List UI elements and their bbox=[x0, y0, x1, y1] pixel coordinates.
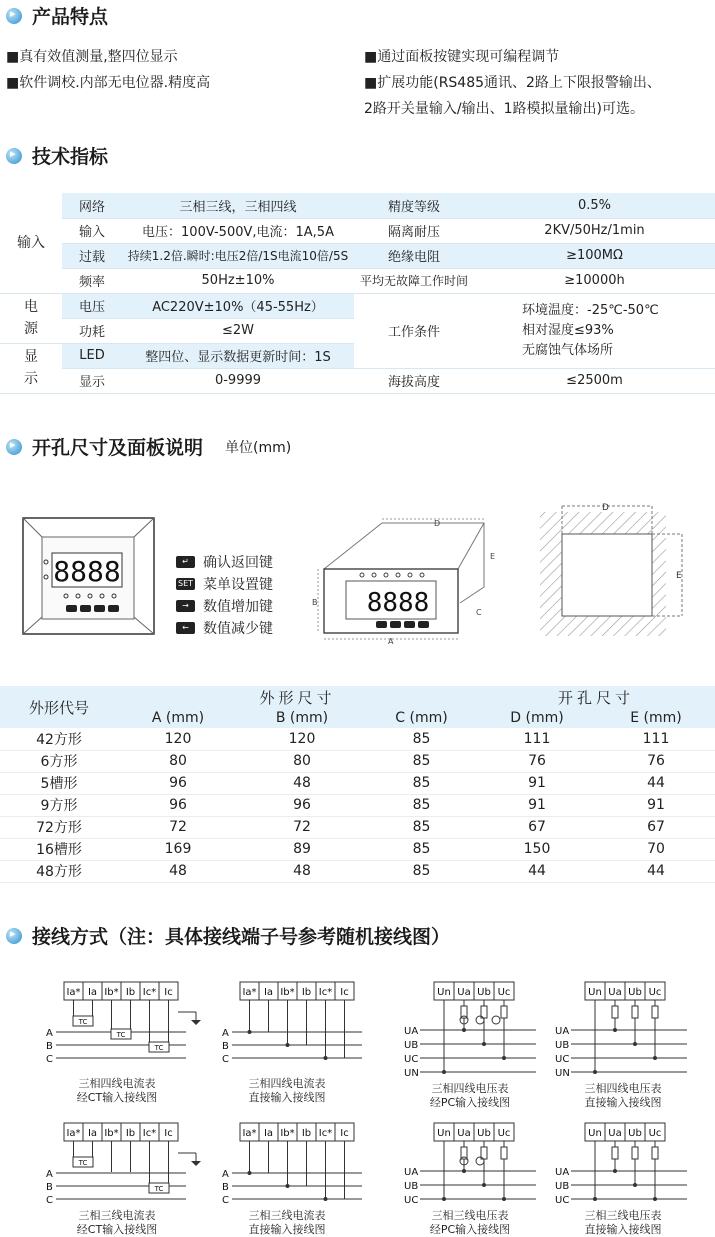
key-confirm bbox=[176, 552, 273, 572]
terminal-label: Ia bbox=[87, 987, 98, 998]
table-cell: 72 bbox=[238, 816, 366, 838]
table-cell: 48 bbox=[238, 772, 366, 794]
table-cell: 91 bbox=[477, 794, 597, 816]
table-cell: 85 bbox=[366, 794, 477, 816]
terminal-label: Uc bbox=[497, 987, 511, 998]
phase-label: UB bbox=[555, 1181, 570, 1192]
terminal-label: Ic bbox=[340, 987, 349, 998]
terminal-label: Ic bbox=[340, 1128, 349, 1139]
wiring-caption: 三相四线电流表 直接输入接线图 bbox=[248, 1077, 326, 1104]
junction-dot bbox=[324, 1056, 328, 1060]
col-header: E (mm) bbox=[597, 708, 715, 728]
table-cell: 9方形 bbox=[0, 794, 118, 816]
junction-dot bbox=[482, 1183, 486, 1187]
table-cell: 96 bbox=[118, 794, 238, 816]
table-cell: 85 bbox=[366, 772, 477, 794]
key-label: 菜单设置键 bbox=[203, 577, 273, 593]
terminal-label: Uc bbox=[648, 1128, 662, 1139]
wiring-caption: 三相三线电流表 经CT输入接线图 bbox=[76, 1209, 158, 1236]
table-cell: 111 bbox=[477, 728, 597, 750]
ct-label: TC bbox=[154, 1185, 164, 1193]
table-cell: 44 bbox=[477, 860, 597, 882]
phase-label: UN bbox=[555, 1068, 570, 1079]
spec-cell: 电压 bbox=[62, 293, 122, 318]
terminal-label: Ic* bbox=[142, 987, 157, 998]
table-cell: 16槽形 bbox=[0, 838, 118, 860]
header-cut: 开孔尺寸 bbox=[477, 686, 715, 708]
meter-3d-drawing bbox=[312, 515, 502, 645]
table-cell: 70 bbox=[597, 838, 715, 860]
spec-cell: 电压：100V-500V,电流：1A,5A bbox=[122, 218, 354, 243]
work-line: 无腐蚀气体场所 bbox=[522, 342, 614, 358]
table-cell: 72 bbox=[118, 816, 238, 838]
front-panel-drawing bbox=[22, 517, 157, 637]
table-cell: 111 bbox=[597, 728, 715, 750]
spec-cell: 功耗 bbox=[62, 318, 122, 343]
cutout-heading bbox=[6, 433, 291, 460]
terminal-label: Ia* bbox=[66, 1128, 81, 1139]
terminal-label: Un bbox=[437, 987, 451, 998]
junction-dot bbox=[502, 1056, 506, 1060]
phase-label: B bbox=[222, 1182, 229, 1193]
spec-cell: 2KV/50Hz/1min bbox=[474, 218, 715, 243]
table-cell: 85 bbox=[366, 728, 477, 750]
key-decrease bbox=[176, 618, 273, 638]
terminal-label: Ua bbox=[457, 987, 471, 998]
dimension-rows bbox=[0, 728, 715, 882]
table-cell: 85 bbox=[366, 750, 477, 772]
header-code: 外形代号 bbox=[0, 686, 118, 728]
terminal-label: Ib bbox=[301, 1128, 312, 1139]
table-row bbox=[0, 750, 715, 772]
feature-item: ■真有效值测量,整四位显示 bbox=[6, 49, 178, 65]
col-header: D (mm) bbox=[477, 708, 597, 728]
wiring-caption: 三相四线电压表 经PC输入接线图 bbox=[429, 1082, 511, 1109]
fuse-box bbox=[501, 1147, 507, 1159]
table-cell: 67 bbox=[597, 816, 715, 838]
fuse-box bbox=[612, 1006, 618, 1018]
wiring-caption: 三相三线电流表 直接输入接线图 bbox=[248, 1209, 326, 1236]
spec-cell: 平均无故障工作时间 bbox=[354, 268, 474, 293]
svg-text:D: D bbox=[434, 519, 441, 528]
junction-dot bbox=[653, 1056, 657, 1060]
svg-text:E: E bbox=[490, 552, 496, 561]
spec-cell: ≤2500m bbox=[474, 368, 715, 393]
key-label: 确认返回键 bbox=[203, 555, 273, 571]
junction-dot bbox=[286, 1184, 290, 1188]
junction-dot bbox=[462, 1028, 466, 1032]
terminal-label: Ib* bbox=[104, 987, 119, 998]
ct-label: TC bbox=[154, 1044, 164, 1052]
terminal-label: Ia* bbox=[242, 987, 257, 998]
junction-dot bbox=[633, 1042, 637, 1046]
ct-label: TC bbox=[116, 1031, 126, 1039]
phase-label: UC bbox=[404, 1195, 419, 1206]
phase-label: C bbox=[46, 1195, 53, 1206]
spec-cell: 频率 bbox=[62, 268, 122, 293]
svg-text:B: B bbox=[312, 598, 318, 607]
terminal-label: Ic* bbox=[318, 1128, 333, 1139]
pt-coil bbox=[492, 1016, 500, 1024]
table-cell: 169 bbox=[118, 838, 238, 860]
arrow-left-icon: ← bbox=[176, 622, 195, 634]
junction-dot bbox=[613, 1028, 617, 1032]
phase-label: B bbox=[46, 1182, 53, 1193]
terminal-label: Ia bbox=[87, 1128, 98, 1139]
table-cell: 96 bbox=[238, 794, 366, 816]
phase-label: UA bbox=[404, 1026, 419, 1037]
spec-cell: 显示 bbox=[62, 368, 122, 393]
junction-dot bbox=[248, 1171, 252, 1175]
cutout-title: 开孔尺寸及面板说明 bbox=[32, 437, 204, 459]
spec-cell: 海拔高度 bbox=[354, 368, 474, 393]
phase-label: UC bbox=[404, 1054, 419, 1065]
table-row bbox=[0, 838, 715, 860]
wiring-heading bbox=[6, 922, 450, 949]
table-row bbox=[0, 772, 715, 794]
spec-cell: 输入 bbox=[62, 218, 122, 243]
spec-cell: AC220V±10%（45-55Hz） bbox=[122, 293, 354, 318]
bullet-arrow-icon bbox=[6, 148, 22, 164]
phase-label: UN bbox=[404, 1068, 419, 1079]
table-cell: 85 bbox=[366, 860, 477, 882]
table-row bbox=[0, 816, 715, 838]
table-cell: 48 bbox=[118, 860, 238, 882]
spec-group-power: 电源 bbox=[0, 293, 62, 343]
fuse-box bbox=[501, 1006, 507, 1018]
terminal-label: Ib* bbox=[280, 1128, 295, 1139]
junction-dot bbox=[248, 1030, 252, 1034]
table-cell: 44 bbox=[597, 772, 715, 794]
ct-label: TC bbox=[78, 1018, 88, 1026]
wiring-caption: 三相三线电压表 直接输入接线图 bbox=[584, 1209, 662, 1236]
header-outer: 外形尺寸 bbox=[118, 686, 477, 708]
spec-cell: 整四位、显示数据更新时间：1S bbox=[122, 343, 354, 368]
spec-cell: LED bbox=[62, 343, 122, 368]
phase-label: A bbox=[46, 1028, 53, 1039]
terminal-label: Ua bbox=[457, 1128, 471, 1139]
feature-item: ■软件调校.内部无电位器.精度高 bbox=[6, 75, 211, 91]
arrow-right-icon: → bbox=[176, 600, 195, 612]
fuse-box bbox=[632, 1147, 638, 1159]
table-cell: 76 bbox=[597, 750, 715, 772]
fuse-box bbox=[652, 1147, 658, 1159]
table-cell: 48 bbox=[238, 860, 366, 882]
terminal-label: Ib bbox=[125, 987, 136, 998]
junction-dot bbox=[462, 1169, 466, 1173]
table-cell: 72方形 bbox=[0, 816, 118, 838]
table-cell: 67 bbox=[477, 816, 597, 838]
phase-label: A bbox=[222, 1169, 229, 1180]
terminal-label: Ia bbox=[263, 1128, 274, 1139]
cutout-drawing bbox=[536, 498, 696, 638]
table-cell: 48方形 bbox=[0, 860, 118, 882]
spec-cell: ≥10000h bbox=[474, 268, 715, 293]
spec-cell: 三相三线，三相四线 bbox=[122, 193, 354, 218]
terminal-label: Ua bbox=[608, 1128, 622, 1139]
wiring-caption: 三相四线电流表 经CT输入接线图 bbox=[76, 1077, 158, 1104]
set-icon: SET bbox=[177, 579, 194, 588]
table-row bbox=[0, 728, 715, 750]
col-header: C (mm) bbox=[366, 708, 477, 728]
table-row bbox=[0, 860, 715, 882]
table-cell: 76 bbox=[477, 750, 597, 772]
terminal-label: Ub bbox=[477, 1128, 491, 1139]
feature-item: 2路开关量输入/输出、1路模拟量输出)可选。 bbox=[364, 101, 644, 117]
key-set bbox=[176, 574, 273, 594]
ground-icon bbox=[191, 1020, 201, 1025]
svg-text:C: C bbox=[476, 608, 482, 617]
spec-cell: 网络 bbox=[62, 193, 122, 218]
svg-text:8888: 8888 bbox=[366, 588, 430, 618]
features-title: 产品特点 bbox=[32, 6, 109, 28]
table-cell: 91 bbox=[597, 794, 715, 816]
phase-label: C bbox=[222, 1054, 229, 1065]
work-line: 环境温度：-25℃-50℃ bbox=[522, 302, 659, 318]
spec-cell: 隔离耐压 bbox=[354, 218, 474, 243]
col-header: A (mm) bbox=[118, 708, 238, 728]
table-cell: 120 bbox=[118, 728, 238, 750]
svg-text:E: E bbox=[676, 571, 682, 581]
junction-dot bbox=[633, 1183, 637, 1187]
phase-label: UB bbox=[404, 1040, 419, 1051]
junction-dot bbox=[324, 1197, 328, 1201]
features-right bbox=[364, 46, 661, 120]
junction-dot bbox=[613, 1169, 617, 1173]
junction-dot bbox=[593, 1070, 597, 1074]
phase-label: UA bbox=[555, 1026, 570, 1037]
pt-coil bbox=[476, 1016, 484, 1024]
terminal-label: Ub bbox=[628, 1128, 642, 1139]
junction-dot bbox=[502, 1197, 506, 1201]
spec-group-display: 显示 bbox=[0, 343, 62, 393]
table-cell: 80 bbox=[118, 750, 238, 772]
terminal-label: Ia* bbox=[66, 987, 81, 998]
phase-label: B bbox=[222, 1041, 229, 1052]
terminal-label: Ic* bbox=[318, 987, 333, 998]
key-increase bbox=[176, 596, 273, 616]
return-icon: ↵ bbox=[176, 556, 195, 568]
feature-item: ■扩展功能(RS485通讯、2路上下限报警输出、 bbox=[364, 75, 661, 91]
junction-dot bbox=[442, 1070, 446, 1074]
svg-text:D: D bbox=[602, 503, 609, 513]
phase-label: UC bbox=[555, 1195, 570, 1206]
dimension-table bbox=[0, 686, 715, 883]
terminal-label: Ib* bbox=[280, 987, 295, 998]
phase-label: C bbox=[222, 1195, 229, 1206]
table-cell: 42方形 bbox=[0, 728, 118, 750]
fuse-box bbox=[632, 1006, 638, 1018]
key-label: 数值增加键 bbox=[203, 599, 273, 615]
feature-item: ■通过面板按键实现可编程调节 bbox=[364, 49, 560, 65]
fuse-box bbox=[652, 1006, 658, 1018]
spec-cell: 0.5% bbox=[474, 193, 715, 218]
table-cell: 44 bbox=[597, 860, 715, 882]
features-heading bbox=[6, 2, 108, 29]
table-cell: 6方形 bbox=[0, 750, 118, 772]
terminal-label: Ib* bbox=[104, 1128, 119, 1139]
junction-dot bbox=[442, 1197, 446, 1201]
spec-cell: 精度等级 bbox=[354, 193, 474, 218]
spec-cell: 绝缘电阻 bbox=[354, 243, 474, 268]
spec-cell: ≥100MΩ bbox=[474, 243, 715, 268]
table-cell: 91 bbox=[477, 772, 597, 794]
phase-label: UB bbox=[404, 1181, 419, 1192]
features-left bbox=[6, 46, 210, 94]
phase-label: UC bbox=[555, 1054, 570, 1065]
junction-dot bbox=[286, 1043, 290, 1047]
bullet-arrow-icon bbox=[6, 928, 22, 944]
junction-dot bbox=[653, 1197, 657, 1201]
table-cell: 96 bbox=[118, 772, 238, 794]
ground-icon bbox=[191, 1161, 201, 1166]
table-row bbox=[0, 794, 715, 816]
table-cell: 89 bbox=[238, 838, 366, 860]
terminal-label: Ub bbox=[628, 987, 642, 998]
spec-cell: 50Hz±10% bbox=[122, 268, 354, 293]
specs-title: 技术指标 bbox=[32, 146, 109, 168]
bullet-arrow-icon bbox=[6, 8, 22, 24]
junction-dot bbox=[593, 1197, 597, 1201]
bullet-arrow-icon bbox=[6, 439, 22, 455]
terminal-label: Uc bbox=[497, 1128, 511, 1139]
junction-dot bbox=[482, 1042, 486, 1046]
col-header: B (mm) bbox=[238, 708, 366, 728]
specs-heading bbox=[6, 142, 108, 169]
terminal-label: Un bbox=[588, 987, 602, 998]
work-conditions bbox=[474, 293, 715, 368]
terminal-label: Ic* bbox=[142, 1128, 157, 1139]
spec-cell: 0-9999 bbox=[122, 368, 354, 393]
table-cell: 150 bbox=[477, 838, 597, 860]
phase-label: UA bbox=[404, 1167, 419, 1178]
terminal-label: Un bbox=[588, 1128, 602, 1139]
terminal-label: Ub bbox=[477, 987, 491, 998]
fuse-box bbox=[612, 1147, 618, 1159]
panel-display: 8888 bbox=[53, 555, 121, 588]
table-cell: 80 bbox=[238, 750, 366, 772]
phase-label: UA bbox=[555, 1167, 570, 1178]
table-cell: 85 bbox=[366, 838, 477, 860]
spec-group-input: 输入 bbox=[0, 193, 62, 293]
wiring-caption: 三相四线电压表 直接输入接线图 bbox=[584, 1082, 662, 1109]
pt-coil bbox=[476, 1157, 484, 1165]
spec-table bbox=[0, 193, 715, 394]
spec-cell: 工作条件 bbox=[354, 293, 474, 368]
spec-cell: ≤2W bbox=[122, 318, 354, 343]
phase-label: A bbox=[222, 1028, 229, 1039]
cutout-unit: 单位(mm) bbox=[225, 439, 292, 456]
terminal-label: Ic bbox=[164, 1128, 173, 1139]
terminal-label: Ua bbox=[608, 987, 622, 998]
terminal-label: Uc bbox=[648, 987, 662, 998]
phase-label: UB bbox=[555, 1040, 570, 1051]
svg-text:A: A bbox=[388, 637, 394, 645]
table-cell: 5槽形 bbox=[0, 772, 118, 794]
spec-cell: 过载 bbox=[62, 243, 122, 268]
wiring-title: 接线方式（注：具体接线端子号参考随机接线图） bbox=[32, 926, 451, 948]
terminal-label: Ia* bbox=[242, 1128, 257, 1139]
table-cell: 120 bbox=[238, 728, 366, 750]
spec-cell: 持续1.2倍.瞬时:电压2倍/1S电流10倍/5S bbox=[122, 243, 354, 268]
terminal-label: Ia bbox=[263, 987, 274, 998]
phase-label: A bbox=[46, 1169, 53, 1180]
work-line: 相对湿度≤93% bbox=[522, 322, 614, 338]
terminal-label: Un bbox=[437, 1128, 451, 1139]
key-label: 数值减少键 bbox=[203, 621, 273, 637]
wiring-caption: 三相三线电压表 经PC输入接线图 bbox=[429, 1209, 511, 1236]
terminal-label: Ib bbox=[125, 1128, 136, 1139]
table-cell: 85 bbox=[366, 816, 477, 838]
phase-label: B bbox=[46, 1041, 53, 1052]
ct-label: TC bbox=[78, 1159, 88, 1167]
phase-label: C bbox=[46, 1054, 53, 1065]
terminal-label: Ic bbox=[164, 987, 173, 998]
terminal-label: Ib bbox=[301, 987, 312, 998]
